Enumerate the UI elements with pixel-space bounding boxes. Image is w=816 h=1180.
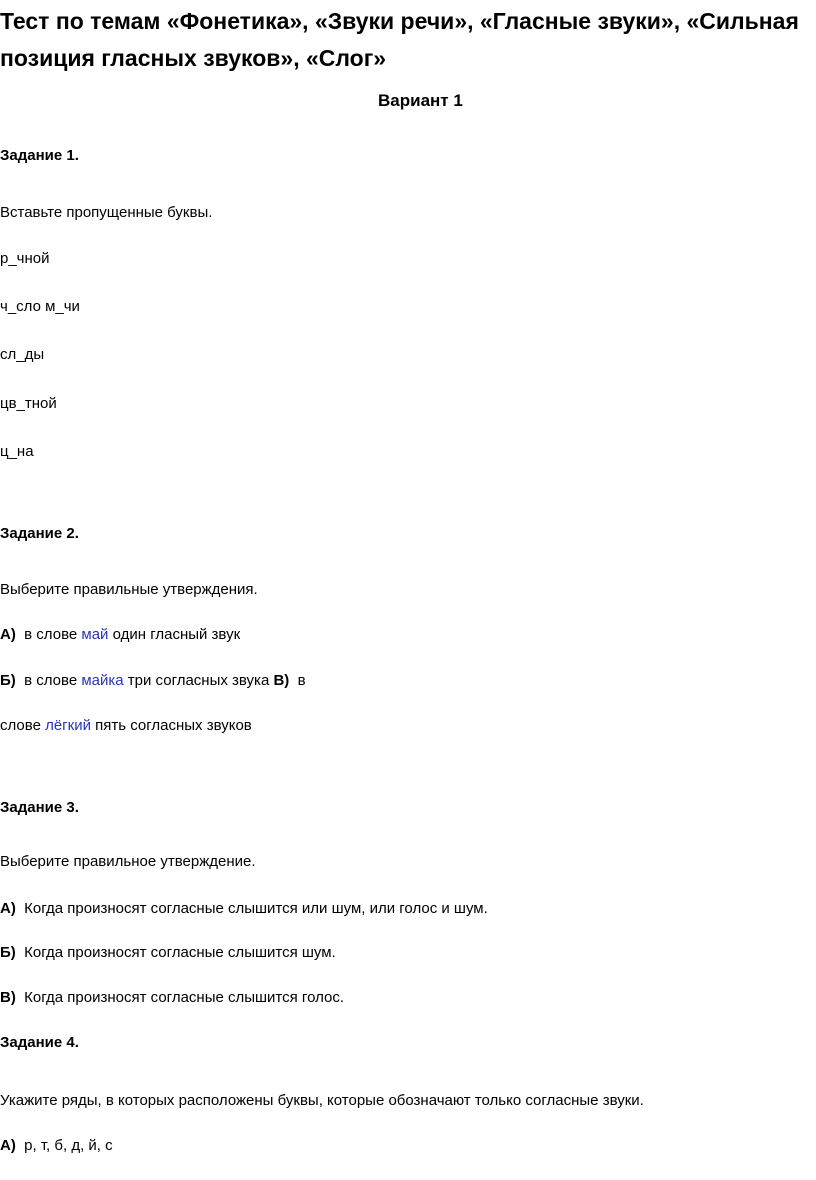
- option-text: три согласных звука: [127, 672, 270, 689]
- option-label: Б): [0, 672, 16, 689]
- task-2-option-v-continued: [0, 717, 252, 734]
- task-4-heading: Задание 4.: [0, 1034, 79, 1051]
- page-title: Тест по темам «Фонетика», «Звуки речи», «Гласные звуки», «Сильная позиция гласных звуков», «Слог»: [0, 8, 799, 71]
- option-text: один гласный звук: [112, 626, 241, 643]
- task-3-option-b: [0, 944, 336, 961]
- option-text: р, т, б, д, й, с: [24, 1137, 113, 1154]
- option-label: А): [0, 900, 16, 917]
- option-text: Когда произносят согласные слышится шум.: [24, 944, 336, 961]
- task-3-instruction: Выберите правильное утверждение.: [0, 853, 256, 870]
- task-2-option-a: [0, 626, 240, 643]
- highlighted-word: лёгкий: [45, 717, 91, 734]
- task-2-heading: Задание 2.: [0, 525, 79, 542]
- task-1-word: ч_сло м_чи: [0, 298, 80, 315]
- option-text: в слове: [24, 626, 78, 643]
- task-4-instruction: Укажите ряды, в которых расположены буквы, которые обозначают только согласные звуки.: [0, 1092, 644, 1109]
- task-3-option-a: [0, 900, 488, 917]
- option-label: В): [0, 989, 16, 1006]
- task-1-heading: Задание 1.: [0, 147, 79, 164]
- option-text: Когда произносят согласные слышится или шум, или голос и шум.: [24, 900, 488, 917]
- task-3-option-v: [0, 989, 344, 1006]
- task-1-word: сл_ды: [0, 346, 45, 363]
- highlighted-word: майка: [81, 672, 124, 689]
- option-text: в: [297, 672, 306, 689]
- option-label: А): [0, 626, 16, 643]
- task-1-word: ц_на: [0, 443, 34, 460]
- task-1-word: р_чной: [0, 250, 50, 267]
- option-text: слове: [0, 717, 41, 734]
- task-4-option-a: [0, 1137, 113, 1154]
- variant-heading: Вариант 1: [378, 91, 463, 110]
- task-2-option-b: [0, 672, 306, 689]
- option-text: пять согласных звуков: [95, 717, 252, 734]
- task-1-word: цв_тной: [0, 395, 57, 412]
- option-text: Когда произносят согласные слышится голос.: [24, 989, 345, 1006]
- task-3-heading: Задание 3.: [0, 799, 79, 816]
- task-1-instruction: Вставьте пропущенные буквы.: [0, 204, 213, 221]
- option-label: Б): [0, 944, 16, 961]
- option-text: в слове: [24, 672, 78, 689]
- task-2-instruction: Выберите правильные утверждения.: [0, 581, 258, 598]
- option-label: В): [273, 672, 290, 689]
- highlighted-word: май: [81, 626, 109, 643]
- option-label: А): [0, 1137, 16, 1154]
